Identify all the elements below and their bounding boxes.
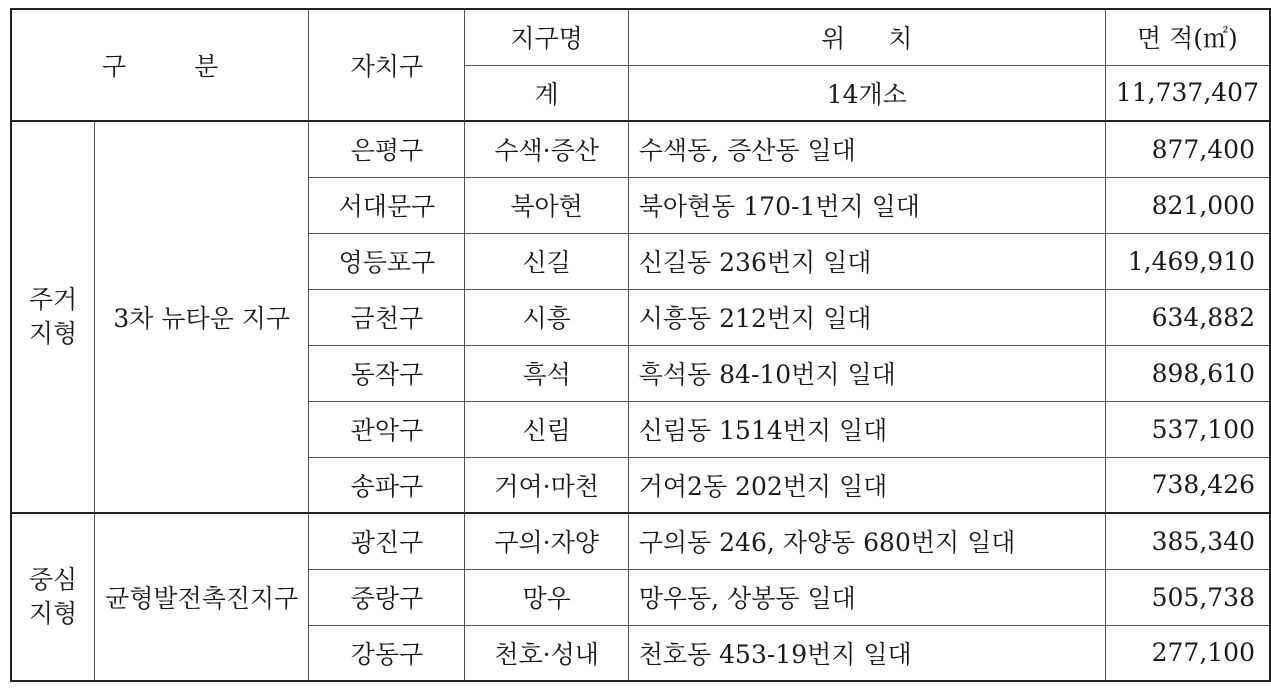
total-label: 계 — [465, 65, 628, 121]
cell-location: 신길동 236번지 일대 — [628, 233, 1105, 289]
cell-location: 신림동 1514번지 일대 — [628, 401, 1105, 457]
table-row — [11, 121, 1270, 177]
header-zone-name: 지구명 — [465, 9, 628, 65]
cell-location: 수색동, 증산동 일대 — [628, 121, 1105, 177]
header-district: 자치구 — [309, 9, 465, 121]
group-subtype-balanced: 균형발전촉진지구 — [95, 513, 309, 681]
group-type-line: 주거 — [28, 285, 78, 314]
cell-district: 송파구 — [309, 457, 465, 513]
cell-district: 동작구 — [309, 345, 465, 401]
cell-district: 강동구 — [309, 625, 465, 681]
cell-zone: 망우 — [465, 569, 628, 625]
group-subtype-newtown: 3차 뉴타운 지구 — [95, 121, 309, 513]
cell-area: 877,400 — [1105, 121, 1270, 177]
cell-location: 시흥동 212번지 일대 — [628, 289, 1105, 345]
cell-area: 1,469,910 — [1105, 233, 1270, 289]
cell-area: 537,100 — [1105, 401, 1270, 457]
total-area: 11,737,407 — [1105, 65, 1270, 121]
cell-district: 금천구 — [309, 289, 465, 345]
group-type-central — [11, 513, 95, 681]
cell-area: 898,610 — [1105, 345, 1270, 401]
cell-area: 385,340 — [1105, 513, 1270, 569]
cell-location: 구의동 246, 자양동 680번지 일대 — [628, 513, 1105, 569]
cell-area: 738,426 — [1105, 457, 1270, 513]
cell-zone: 구의·자양 — [465, 513, 628, 569]
cell-district: 서대문구 — [309, 177, 465, 233]
header-location: 위 치 — [628, 9, 1105, 65]
group-type-line: 지형 — [28, 599, 78, 628]
cell-area: 277,100 — [1105, 625, 1270, 681]
cell-location: 거여2동 202번지 일대 — [628, 457, 1105, 513]
cell-district: 영등포구 — [309, 233, 465, 289]
header-category: 구 분 — [11, 9, 309, 121]
header-area: 면 적(㎡) — [1105, 9, 1270, 65]
cell-zone: 거여·마천 — [465, 457, 628, 513]
district-table — [10, 8, 1271, 682]
cell-location: 북아현동 170-1번지 일대 — [628, 177, 1105, 233]
group-type-residential — [11, 121, 95, 513]
header-row — [11, 9, 1270, 65]
cell-zone: 신길 — [465, 233, 628, 289]
cell-location: 흑석동 84-10번지 일대 — [628, 345, 1105, 401]
cell-location: 천호동 453-19번지 일대 — [628, 625, 1105, 681]
cell-zone: 시흥 — [465, 289, 628, 345]
total-count: 14개소 — [628, 65, 1105, 121]
table-row — [11, 513, 1270, 569]
cell-zone: 신림 — [465, 401, 628, 457]
cell-district: 은평구 — [309, 121, 465, 177]
cell-zone: 흑석 — [465, 345, 628, 401]
cell-area: 634,882 — [1105, 289, 1270, 345]
cell-zone: 수색·증산 — [465, 121, 628, 177]
cell-area: 821,000 — [1105, 177, 1270, 233]
cell-district: 관악구 — [309, 401, 465, 457]
cell-area: 505,738 — [1105, 569, 1270, 625]
group-type-line: 지형 — [28, 319, 78, 348]
cell-district: 중랑구 — [309, 569, 465, 625]
cell-zone: 천호·성내 — [465, 625, 628, 681]
cell-district: 광진구 — [309, 513, 465, 569]
district-table-container — [10, 8, 1271, 682]
cell-zone: 북아현 — [465, 177, 628, 233]
group-type-line: 중심 — [28, 565, 78, 594]
cell-location: 망우동, 상봉동 일대 — [628, 569, 1105, 625]
